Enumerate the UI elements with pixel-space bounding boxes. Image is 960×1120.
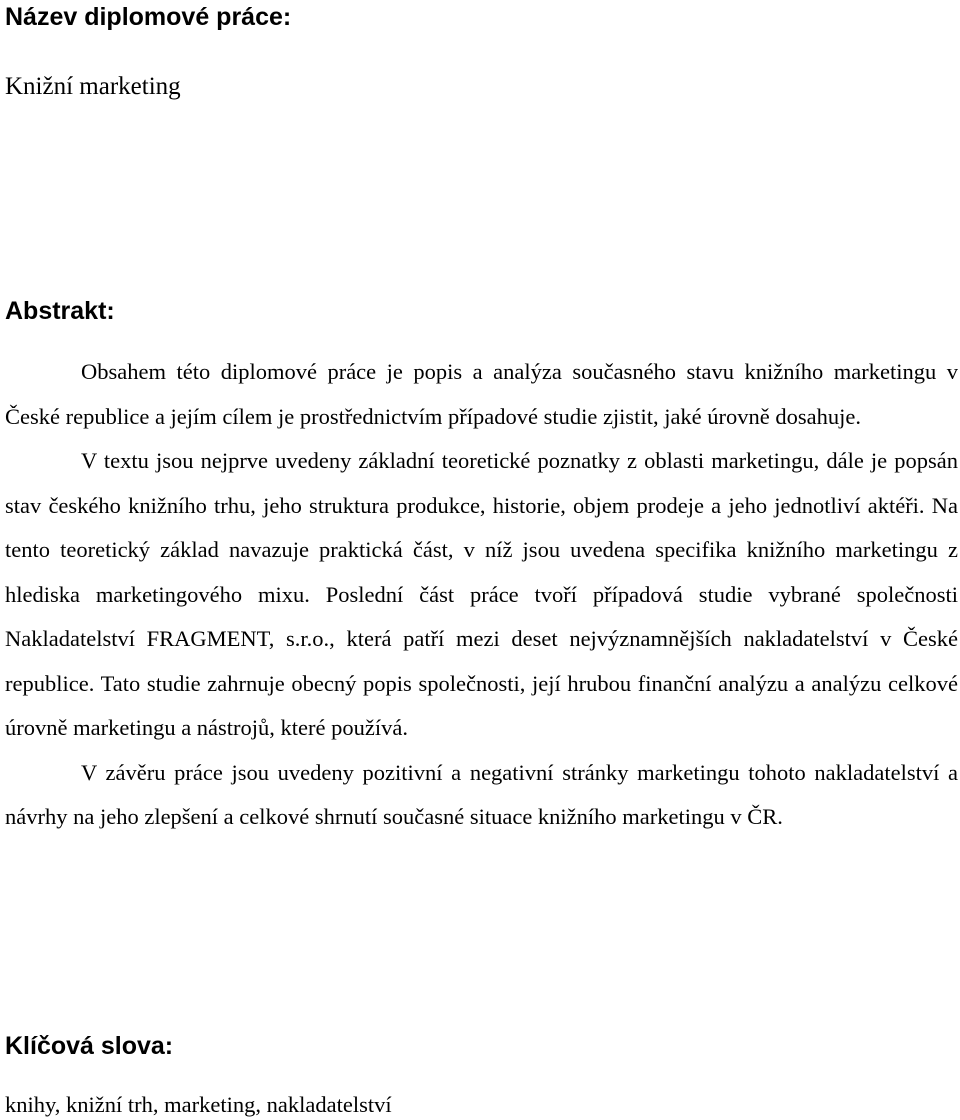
thesis-title: Knižní marketing — [5, 73, 181, 100]
abstract-paragraph-2: V textu jsou nejprve uvedeny základní teoretické poznatky z oblasti marketingu, dále je popsán stav českého knižního trhu, jeho struktura produkce, historie, objem prodeje a jeho jednotliví aktéři. Na tento teoretický základ navazuje praktická část, v níž jsou uvedena specifika knižního marketingu z hlediska marketingového mixu. Poslední část práce tvoří případová studie vybrané společnosti Nakladatelství FRAGMENT, s.r.o., která patří mezi deset nejvýznamnějších nakladatelství v České republice. Tato studie zahrnuje obecný popis společnosti, její hrubou finanční analýzu a analýzu celkové úrovně marketingu a nástrojů, které používá. — [5, 448, 958, 740]
abstract-body — [5, 350, 958, 840]
abstract-paragraph-3: V závěru práce jsou uvedeny pozitivní a negativní stránky marketingu tohoto nakladatelství a návrhy na jeho zlepšení a celkové shrnutí současné situace knižního marketingu v ČR. — [5, 759, 958, 829]
keywords-heading: Klíčová slova: — [5, 1032, 174, 1060]
abstract-paragraph-1: Obsahem této diplomové práce je popis a analýza současného stavu knižního marketingu v České republice a jejím cílem je prostřednictvím případové studie zjistit, jaké úrovně dosahuje. — [5, 359, 958, 429]
thesis-title-heading: Název diplomové práce: — [5, 3, 292, 31]
keywords-text: knihy, knižní trh, marketing, nakladatelství — [5, 1092, 392, 1117]
abstract-heading: Abstrakt: — [5, 297, 115, 325]
